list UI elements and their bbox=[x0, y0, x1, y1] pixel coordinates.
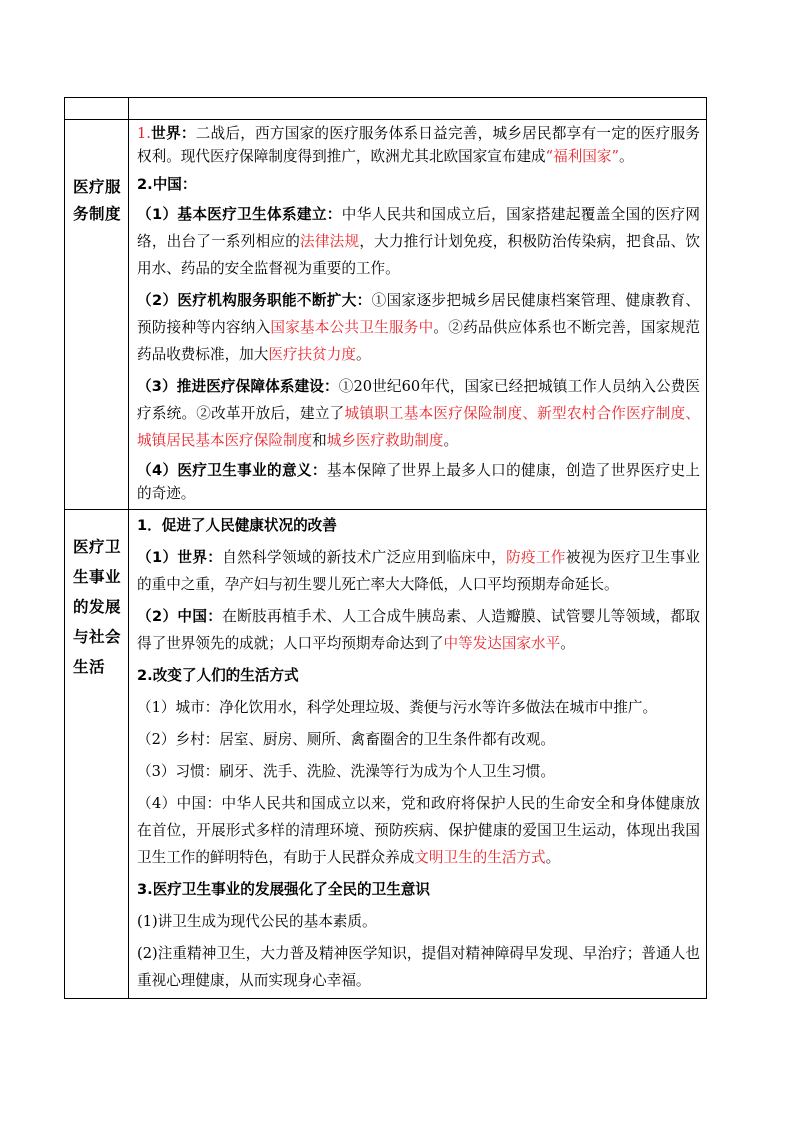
paragraph-3 bbox=[137, 373, 700, 454]
label-cell bbox=[65, 120, 129, 510]
item-text: 被视为医疗卫生事业的重中之重，孕产妇与初生婴儿死亡率大大降低，人口平均预期寿命延长。 bbox=[137, 549, 700, 593]
item-text: ①国家逐步把城乡居民健康档案管理、健康教育、预防接种等内容纳入 bbox=[137, 292, 700, 336]
item-text: 在断肢再植手术、人工合成牛胰岛素、人造瓣膜、试管婴儿等领域，都取得了世界领先的成就；人口平均预期寿命达到了 bbox=[137, 608, 700, 652]
paragraph-2 bbox=[137, 287, 700, 368]
highlight-text: 医疗扶贫力度 bbox=[268, 346, 356, 363]
item-heading: （1）世界： bbox=[137, 549, 223, 566]
item-text: （4）中国：中华人民共和国成立以来，党和政府将保护人民的生命安全和身体健康放在首位，开展形式多样的清理环境、预防疾病、保护健康的爱国卫生运动，体现出我国卫生工作的鲜明特色，有助于人民群众养成 bbox=[137, 795, 700, 866]
item-heading: 世界： bbox=[150, 125, 196, 142]
item-text: 。 bbox=[545, 849, 561, 866]
item-heading: （2）医疗机构服务职能不断扩大： bbox=[137, 292, 372, 309]
table-row-medical-service bbox=[65, 120, 707, 510]
item-text: 二战后，西方国家的医疗服务体系日益完善，城乡居民都享有一定的医疗服务权利。现代医疗保障制度得到推广，欧洲尤其北欧国家宣布建成 bbox=[137, 125, 700, 165]
paragraph-awareness-2: (2)注重精神卫生，大力普及精神医学知识，提倡对精神障碍早发现、早治疗；普通人也重视心理健康，从而实现身心幸福。 bbox=[137, 945, 700, 989]
paragraph-1 bbox=[137, 201, 700, 282]
table-row-health-development bbox=[65, 510, 707, 999]
paragraph-awareness-1: (1)讲卫生成为现代公民的基本素质。 bbox=[137, 913, 377, 930]
item-text: ①20世纪60年代，国家已经把城镇工作人员纳入公费医疗系统。②改革开放后，建立了 bbox=[137, 378, 700, 422]
highlight-text: 城镇职工基本医疗保险制度、新型农村合作医疗制度、城镇居民基本医疗保险制度 bbox=[137, 405, 700, 449]
paragraph-world bbox=[137, 122, 700, 168]
content-cell-empty bbox=[129, 98, 707, 120]
highlight-text: 中等发达国家水平 bbox=[443, 635, 561, 652]
item-text: 。 bbox=[355, 346, 371, 363]
item-heading: （2）中国： bbox=[137, 608, 223, 625]
section-heading: 1．促进了人民健康状况的改善 bbox=[137, 517, 337, 534]
row-label: 医疗服务制度 bbox=[73, 178, 122, 223]
highlight-text: 防疫工作 bbox=[506, 549, 566, 566]
item-text: 中华人民共和国成立后，国家搭建起覆盖全国的医疗网络，出台了一系列相应的 bbox=[137, 206, 700, 250]
label-cell-empty bbox=[65, 98, 129, 120]
paragraph-village: （2）乡村：居室、厨房、厕所、禽畜圈舍的卫生条件都有改观。 bbox=[137, 731, 555, 748]
section-heading: 2.改变了人们的生活方式 bbox=[137, 667, 299, 684]
item-heading: （4）医疗卫生事业的意义： bbox=[137, 462, 327, 479]
highlight-text: 国家基本公共卫生服务中 bbox=[270, 319, 434, 336]
paragraph-china bbox=[137, 603, 700, 657]
highlight-text: 城乡医疗救助制度 bbox=[326, 432, 444, 449]
paragraph-4 bbox=[137, 459, 700, 505]
item-text: 。 bbox=[443, 432, 459, 449]
section-heading: 3.医疗卫生事业的发展强化了全民的卫生意识 bbox=[137, 881, 430, 898]
highlight-text: 文明卫生的生活方式 bbox=[414, 849, 546, 866]
row-label: 医疗卫生事业的发展与社会生活 bbox=[73, 538, 122, 676]
notes-table bbox=[64, 97, 707, 999]
paragraph-world bbox=[137, 544, 700, 598]
item-text-end: 。 bbox=[618, 148, 634, 165]
item-text: ，大力推行计划免疫，积极防治传染病，把食品、饮用水、药品的安全监督视为重要的工作。 bbox=[137, 233, 700, 277]
highlight-text: “福利国家” bbox=[545, 148, 619, 165]
label-cell bbox=[65, 510, 129, 999]
item-heading: （3）推进医疗保障体系建设： bbox=[137, 378, 339, 395]
item-number: 1. bbox=[137, 125, 151, 142]
item-text: 自然科学领域的新技术广泛应用到临床中， bbox=[222, 549, 507, 566]
item-heading: （1）基本医疗卫生体系建立： bbox=[137, 206, 342, 223]
item-text: 和 bbox=[312, 432, 327, 449]
item-text: 基本保障了世界上最多人口的健康，创造了世界医疗史上的奇迹。 bbox=[137, 462, 700, 502]
content-cell bbox=[129, 510, 707, 999]
paragraph-city: （1）城市：净化饮用水，科学处理垃圾、粪便与污水等许多做法在城市中推广。 bbox=[137, 699, 658, 716]
paragraph-habit: （3）习惯：刷牙、洗手、洗脸、洗澡等行为成为个人卫生习惯。 bbox=[137, 763, 555, 780]
table-row-empty bbox=[65, 98, 707, 120]
content-cell bbox=[129, 120, 707, 510]
item-text: 。 bbox=[560, 635, 575, 652]
section-heading: 2.中国： bbox=[137, 176, 197, 193]
item-text: 。②药品供应体系也不断完善，国家规范药品收费标准，加大 bbox=[137, 319, 700, 363]
paragraph-china-2 bbox=[137, 790, 700, 871]
highlight-text: 法律法规 bbox=[300, 233, 360, 250]
